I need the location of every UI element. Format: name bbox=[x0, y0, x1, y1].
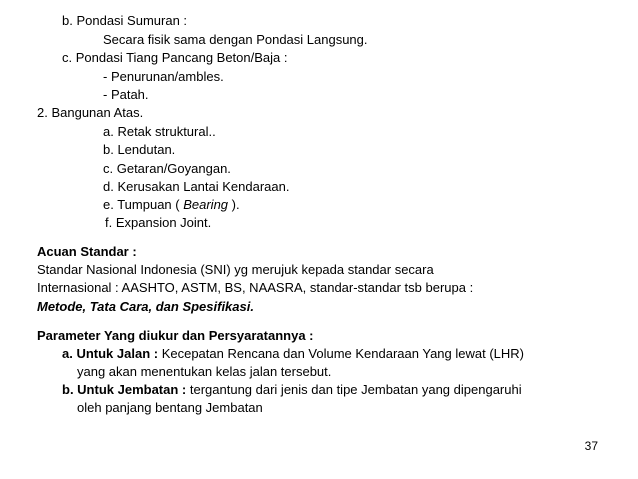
pondasi-sumuran-description: Secara fisik sama dengan Pondasi Langsung. bbox=[103, 32, 368, 47]
acuan-standar-text: Internasional : AASHTO, ASTM, BS, NAASRA, standar-standar tsb berupa : bbox=[37, 280, 474, 295]
pondasi-tiang-item: c. Pondasi Tiang Pancang Beton/Baja : bbox=[62, 50, 288, 65]
bangunan-atas-item: b. Lendutan. bbox=[103, 142, 176, 157]
bangunan-atas-item: a. Retak struktural.. bbox=[103, 124, 216, 139]
parameter-jalan-continuation: yang akan menentukan kelas jalan tersebut. bbox=[77, 364, 332, 379]
bangunan-atas-item: c. Getaran/Goyangan. bbox=[103, 161, 231, 176]
bangunan-atas-item-expansion-joint: f. Expansion Joint. bbox=[105, 215, 212, 230]
parameter-jembatan-continuation: oleh panjang bentang Jembatan bbox=[77, 400, 263, 415]
jembatan-text: tergantung dari jenis dan tipe Jembatan yang dipengaruhi bbox=[186, 382, 522, 397]
pondasi-tiang-subitem: - Patah. bbox=[103, 87, 149, 102]
jembatan-label: b. Untuk Jembatan : bbox=[62, 382, 187, 397]
acuan-standar-heading: Acuan Standar : bbox=[37, 244, 137, 259]
acuan-standar-text: Standar Nasional Indonesia (SNI) yg merujuk kepada standar secara bbox=[37, 262, 434, 277]
bangunan-atas-item-tumpuan bbox=[103, 196, 240, 214]
pondasi-sumuran-item: b. Pondasi Sumuran : bbox=[62, 13, 188, 28]
tumpuan-prefix: e. Tumpuan ( bbox=[103, 197, 184, 212]
bangunan-atas-heading: 2. Bangunan Atas. bbox=[37, 105, 144, 120]
jalan-text: Kecepatan Rencana dan Volume Kendaraan Yang lewat (LHR) bbox=[158, 346, 525, 361]
parameter-jalan bbox=[62, 345, 524, 363]
parameter-heading: Parameter Yang diukur dan Persyaratannya : bbox=[37, 328, 314, 343]
jalan-label: a. Untuk Jalan : bbox=[62, 346, 159, 361]
bearing-term: Bearing bbox=[183, 197, 229, 212]
acuan-standar-emphasis: Metode, Tata Cara, dan Spesifikasi. bbox=[37, 299, 254, 314]
parameter-jembatan bbox=[62, 381, 522, 399]
pondasi-tiang-subitem: - Penurunan/ambles. bbox=[103, 69, 224, 84]
bangunan-atas-item: d. Kerusakan Lantai Kendaraan. bbox=[103, 179, 290, 194]
page-number: 37 bbox=[584, 439, 598, 453]
tumpuan-suffix: ). bbox=[228, 197, 240, 212]
